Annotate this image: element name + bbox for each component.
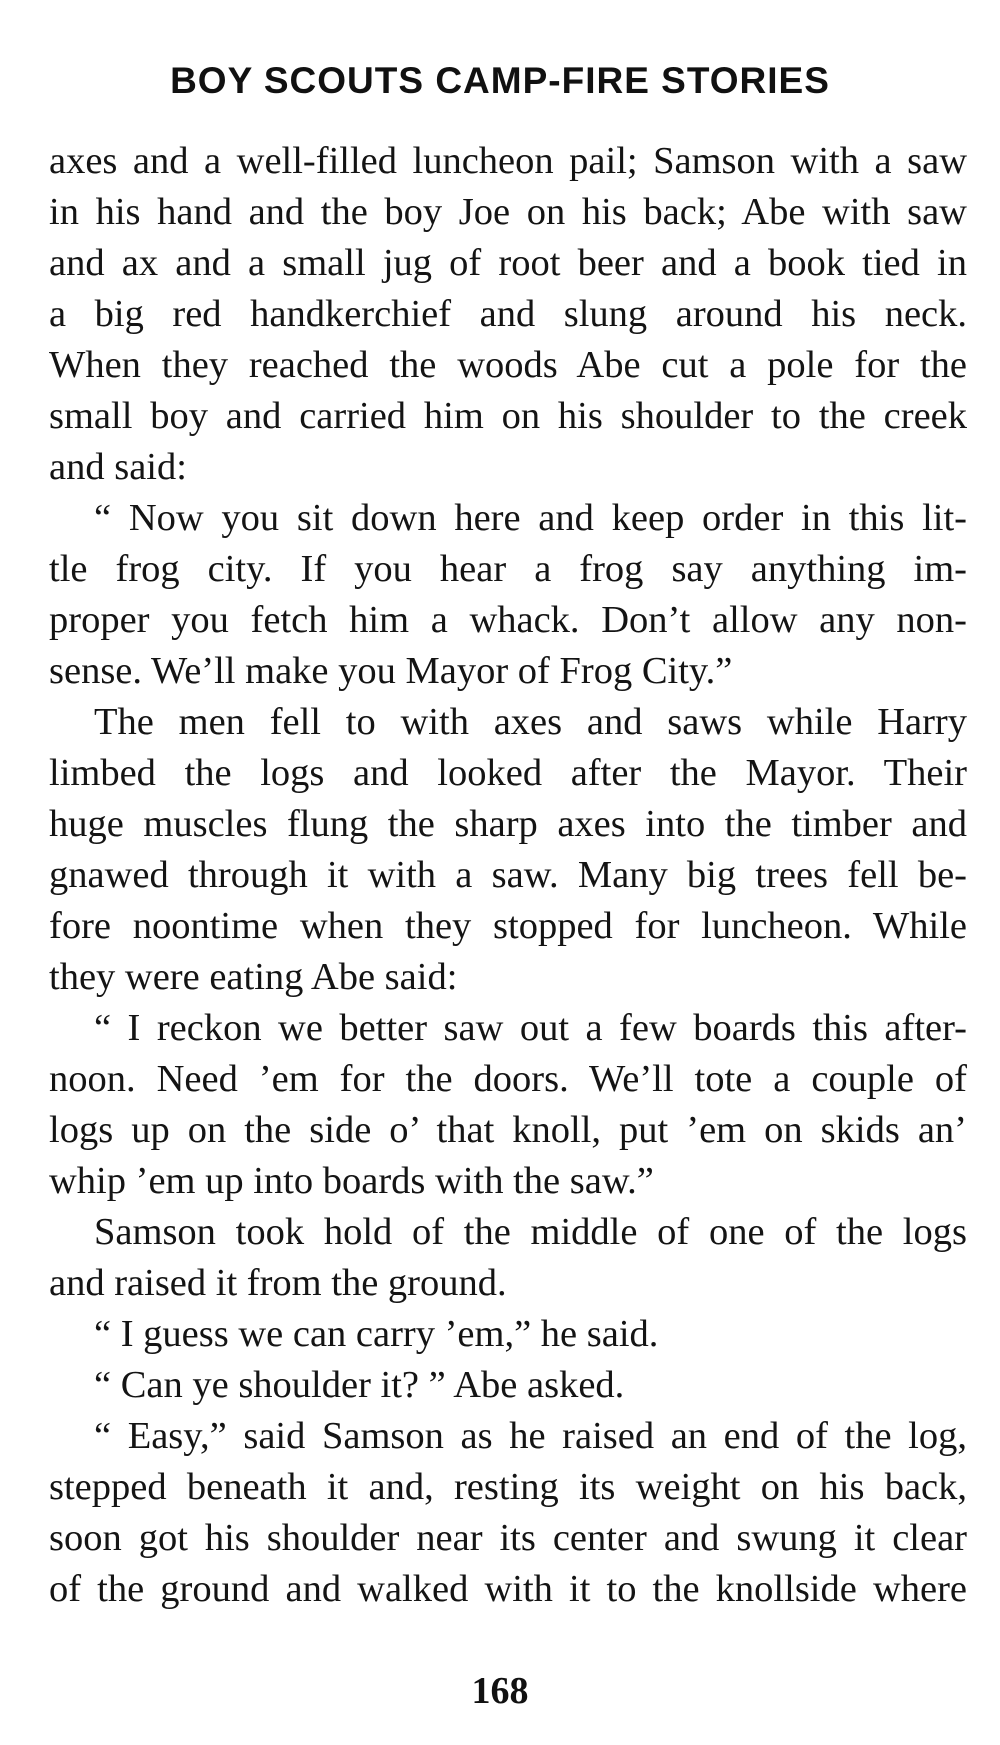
text-line: soon got his shoulder near its center and swung it clear bbox=[49, 1517, 967, 1559]
text-line: fore noontime when they stopped for luncheon. While bbox=[49, 905, 967, 947]
running-head: BOY SCOUTS CAMP-FIRE STORIES bbox=[170, 60, 830, 101]
text-line: “ Can ye shoulder it? ” Abe asked. bbox=[94, 1364, 625, 1406]
text-line: stepped beneath it and, resting its weight on his back, bbox=[49, 1466, 967, 1508]
text-line: huge muscles flung the sharp axes into the timber and bbox=[49, 803, 967, 845]
text-line: When they reached the woods Abe cut a pole for the bbox=[49, 344, 967, 386]
text-line: small boy and carried him on his shoulder to the creek bbox=[49, 395, 967, 437]
text-line: limbed the logs and looked after the Mayor. Their bbox=[49, 752, 967, 794]
text-line: a big red handkerchief and slung around his neck. bbox=[49, 293, 967, 335]
text-line: tle frog city. If you hear a frog say anything im- bbox=[49, 548, 967, 590]
text-line: and ax and a small jug of root beer and a book tied in bbox=[49, 242, 967, 284]
text-line: “ Now you sit down here and keep order in this lit- bbox=[94, 497, 967, 539]
text-line: “ I reckon we better saw out a few boards this after- bbox=[94, 1007, 967, 1049]
text-line: “ Easy,” said Samson as he raised an end of the log, bbox=[94, 1415, 967, 1457]
text-line: sense. We’ll make you Mayor of Frog City.” bbox=[49, 650, 733, 692]
text-line: noon. Need ’em for the doors. We’ll tote a couple of bbox=[49, 1058, 967, 1100]
text-line: whip ’em up into boards with the saw.” bbox=[49, 1160, 654, 1202]
text-line: and said: bbox=[49, 446, 187, 488]
text-line: proper you fetch him a whack. Don’t allow any non- bbox=[49, 599, 967, 641]
text-line: and raised it from the ground. bbox=[49, 1262, 507, 1304]
page-number: 168 bbox=[471, 1670, 529, 1712]
text-line: axes and a well-filled luncheon pail; Samson with a saw bbox=[49, 140, 967, 182]
text-line: “ I guess we can carry ’em,” he said. bbox=[94, 1313, 659, 1355]
text-line: gnawed through it with a saw. Many big trees fell be- bbox=[49, 854, 967, 896]
text-line: they were eating Abe said: bbox=[49, 956, 458, 998]
body-text bbox=[49, 136, 967, 1615]
text-line: The men fell to with axes and saws while Harry bbox=[94, 701, 967, 743]
text-line: logs up on the side o’ that knoll, put ’em on skids an’ bbox=[49, 1109, 967, 1151]
text-line: in his hand and the boy Joe on his back; Abe with saw bbox=[49, 191, 967, 233]
text-line: of the ground and walked with it to the knollside where bbox=[49, 1568, 967, 1610]
text-line: Samson took hold of the middle of one of the logs bbox=[94, 1211, 967, 1253]
